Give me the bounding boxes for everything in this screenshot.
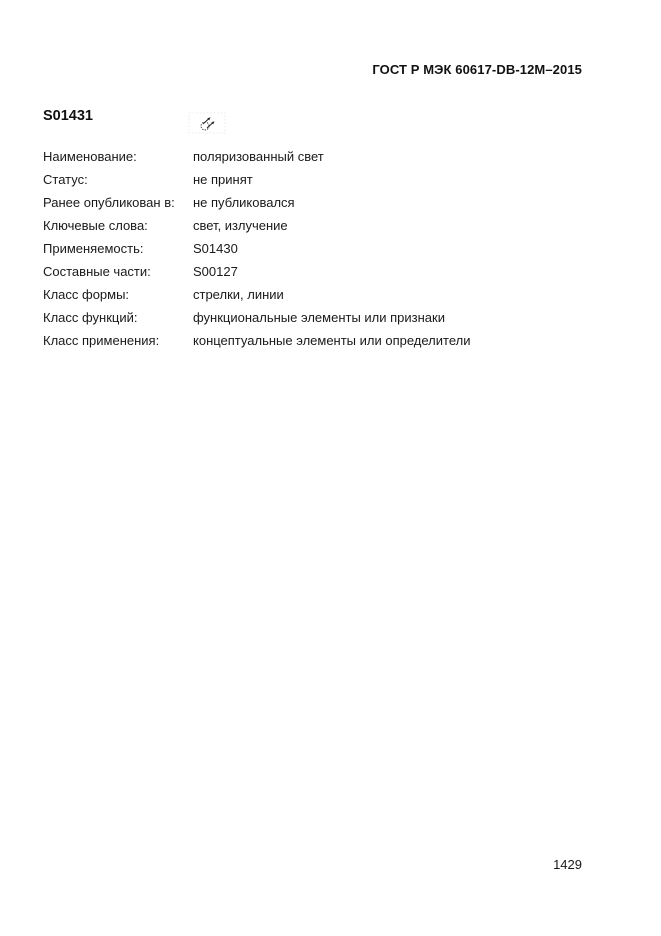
field-row-shape-class <box>43 286 603 309</box>
symbol-properties <box>43 148 603 355</box>
field-row-applicability <box>43 240 603 263</box>
field-value: S00127 <box>193 264 238 279</box>
field-row-components <box>43 263 603 286</box>
field-label: Наименование: <box>43 149 137 164</box>
field-value: не принят <box>193 172 253 187</box>
field-label: Составные части: <box>43 264 151 279</box>
field-value: свет, излучение <box>193 218 288 233</box>
field-row-function-class <box>43 309 603 332</box>
standard-header: ГОСТ Р МЭК 60617-DB-12M–2015 <box>372 62 582 77</box>
field-row-application-class <box>43 332 603 355</box>
field-label: Ранее опубликован в: <box>43 195 175 210</box>
polarized-light-symbol-icon <box>188 111 226 135</box>
field-value: S01430 <box>193 241 238 256</box>
field-value: функциональные элементы или признаки <box>193 310 445 325</box>
field-label: Класс применения: <box>43 333 160 348</box>
field-label: Ключевые слова: <box>43 218 148 233</box>
page-number: 1429 <box>553 857 582 872</box>
symbol-id-title: S01431 <box>43 108 93 124</box>
field-value: не публиковался <box>193 195 295 210</box>
field-row-name <box>43 148 603 171</box>
field-value: стрелки, линии <box>193 287 284 302</box>
field-value: поляризованный свет <box>193 149 324 164</box>
field-label: Класс функций: <box>43 310 138 325</box>
field-row-keywords <box>43 217 603 240</box>
field-row-status <box>43 171 603 194</box>
field-label: Применяемость: <box>43 241 144 256</box>
field-label: Класс формы: <box>43 287 130 302</box>
field-label: Статус: <box>43 172 88 187</box>
field-value: концептуальные элементы или определители <box>193 333 471 348</box>
field-row-previously-published <box>43 194 603 217</box>
